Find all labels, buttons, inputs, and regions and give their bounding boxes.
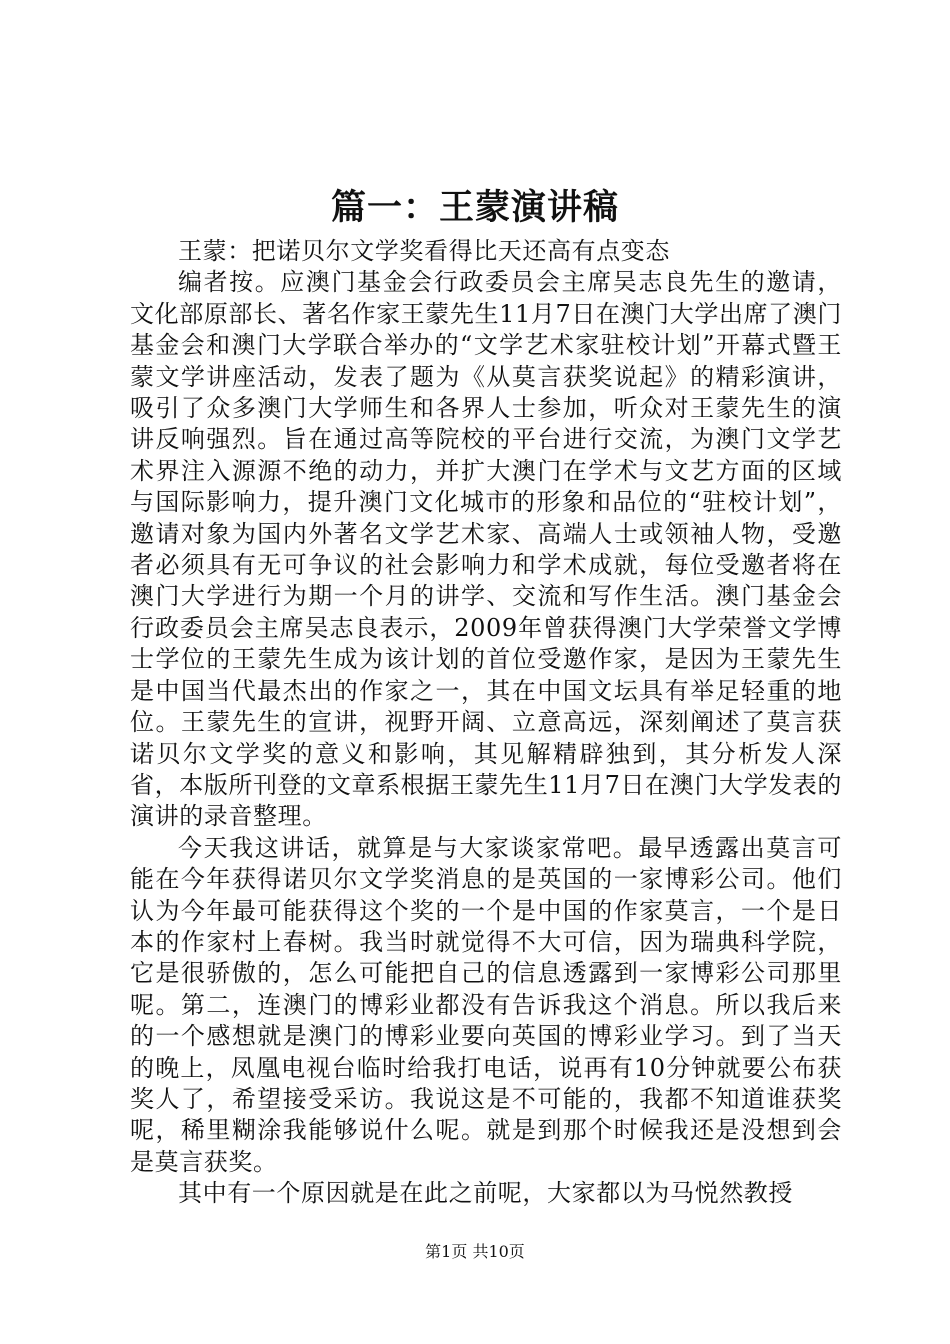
subtitle-paragraph: 王蒙：把诺贝尔文学奖看得比天还高有点变态 bbox=[178, 237, 670, 265]
body-paragraph: 其中有一个原因就是在此之前呢，大家都以为马悦然教授 bbox=[178, 1179, 793, 1208]
document-title: 篇一：王蒙演讲稿 bbox=[330, 187, 619, 228]
body-paragraph: 今天我这讲话，就算是与大家谈家常吧。最早透露出莫言可能在今年获得诺贝尔文学奖消息的是英国的一家博彩公司。他们认为今年最可能获得这个奖的一个是中国的作家莫言，一个是日本的作家村上春树。我当时就觉得不大可信，因为瑞典科学院，它是很骄傲的，怎么可能把自己的信息透露到一家博彩公司那里呢。第二，连澳门的博彩业都没有告诉我这个消息。所以我后来的一个感想就是澳门的博彩业要向英国的博彩业学习。到了当天的晚上，凤凰电视台临时给我打电话，说再有10分钟就要公布获奖人了，希望接受采访。我说这是不可能的，我都不知道谁获奖呢，稀里糊涂我能够说什么呢。就是到那个时候我还是没想到会是莫言获奖。 bbox=[130, 833, 842, 1176]
page-footer: 第1页 共10页 bbox=[425, 1242, 525, 1261]
document-body bbox=[130, 236, 842, 1210]
editor-note-paragraph: 编者按。应澳门基金会行政委员会主席吴志良先生的邀请，文化部原部长、著名作家王蒙先生11月7日在澳门大学出席了澳门基金会和澳门大学联合举办的“文学艺术家驻校计划”开幕式暨王蒙文学讲座活动，发表了题为《从莫言获奖说起》的精彩演讲，吸引了众多澳门大学师生和各界人士参加，听众对王蒙先生的演讲反响强烈。旨在通过高等院校的平台进行交流，为澳门文学艺术界注入源源不绝的动力，并扩大澳门在学术与文艺方面的区域与国际影响力，提升澳门文化城市的形象和品位的“驻校计划”，邀请对象为国内外著名文学艺术家、高端人士或领袖人物，受邀者必须具有无可争议的社会影响力和学术成就，每位受邀者将在澳门大学进行为期一个月的讲学、交流和写作生活。澳门基金会行政委员会主席吴志良表示，2009年曾获得澳门大学荣誉文学博士学位的王蒙先生成为该计划的首位受邀作家，是因为王蒙先生是中国当代最杰出的作家之一，其在中国文坛具有举足轻重的地位。王蒙先生的宣讲，视野开阔、立意高远，深刻阐述了莫言获诺贝尔文学奖的意义和影响，其见解精辟独到，其分析发人深省，本版所刊登的文章系根据王蒙先生11月7日在澳门大学发表的演讲的录音整理。 bbox=[130, 268, 842, 831]
